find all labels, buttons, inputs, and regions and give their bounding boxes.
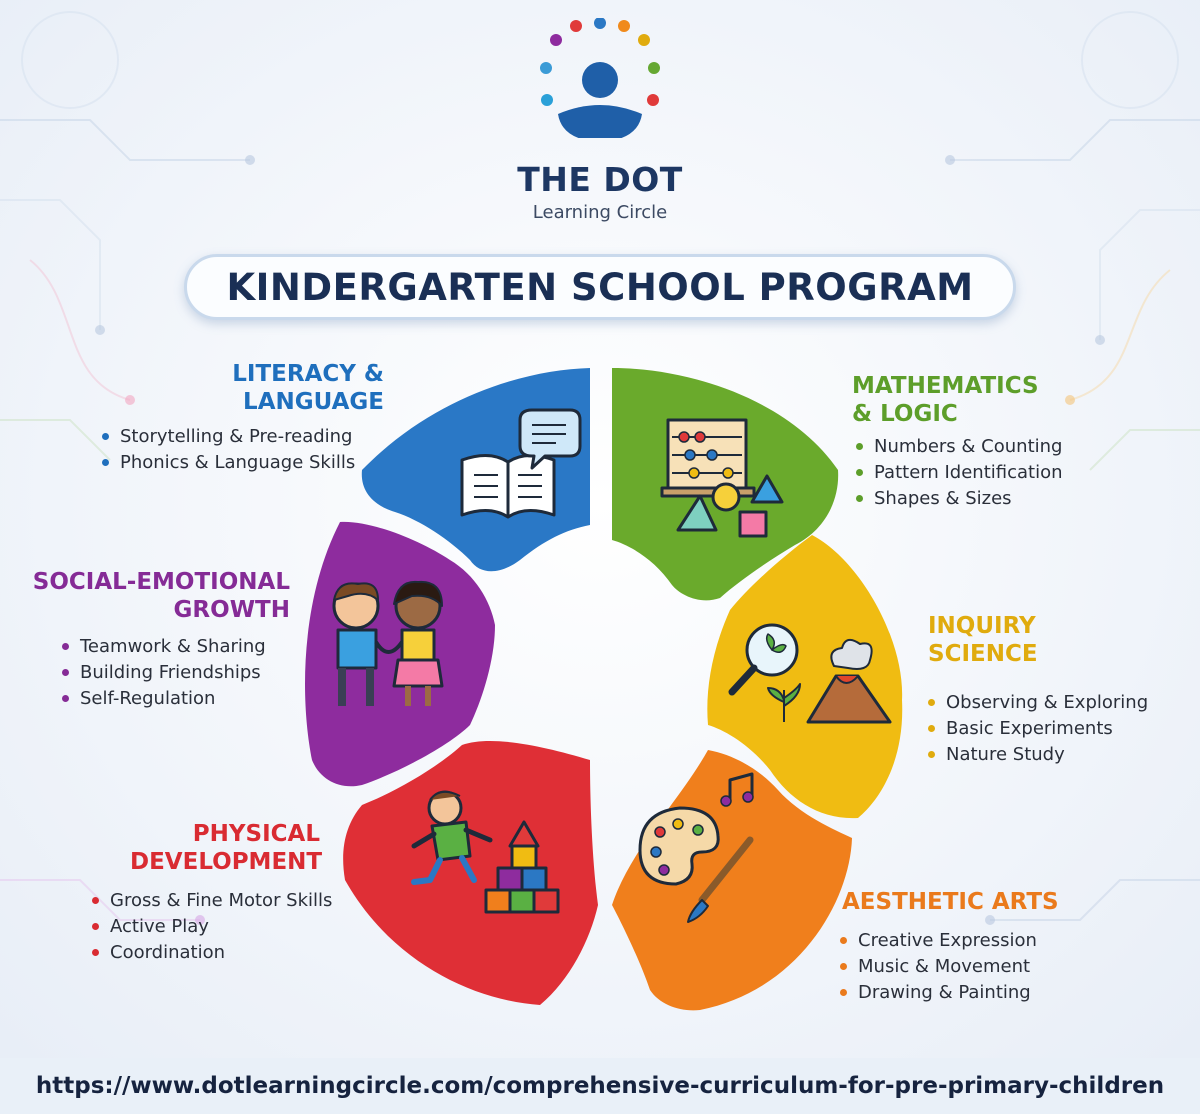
list-item-label: Drawing & Painting (858, 982, 1031, 1003)
bullet-icon (856, 443, 863, 450)
list-item (60, 660, 266, 686)
bullet-icon (62, 669, 69, 676)
list-item (926, 690, 1148, 716)
list-item-label: Nature Study (946, 744, 1065, 765)
list-item-label: Storytelling & Pre-reading (120, 426, 353, 447)
bullet-icon (92, 897, 99, 904)
section-title-line: SCIENCE (928, 641, 1038, 667)
section-title-line: MATHEMATICS (852, 373, 1039, 399)
section-title-line: LITERACY & (232, 361, 384, 387)
list-item-label: Numbers & Counting (874, 436, 1063, 457)
section-list-social (60, 634, 266, 712)
bullet-icon (928, 751, 935, 758)
list-item (838, 954, 1037, 980)
bullet-icon (92, 949, 99, 956)
list-item-label: Observing & Exploring (946, 692, 1149, 713)
section-list-science (926, 690, 1148, 768)
section-title-social (28, 568, 290, 624)
section-list-math (854, 434, 1063, 512)
list-item (926, 716, 1148, 742)
list-item-label: Pattern Identification (874, 462, 1063, 483)
section-title-arts (842, 888, 1102, 916)
list-item-label: Coordination (110, 942, 226, 963)
section-title-line: & LOGIC (852, 401, 958, 427)
list-item (90, 888, 332, 914)
bullet-icon (840, 937, 847, 944)
brand-name: THE DOT (517, 160, 683, 199)
list-item-label: Phonics & Language Skills (120, 452, 356, 473)
brand-tagline: Learning Circle (532, 202, 668, 223)
list-item (100, 424, 355, 450)
list-item (838, 928, 1037, 954)
list-item-label: Building Friendships (80, 662, 261, 683)
bullet-icon (856, 495, 863, 502)
bullet-icon (102, 459, 109, 466)
section-title-line: GROWTH (173, 597, 290, 623)
bullet-icon (62, 643, 69, 650)
list-item (90, 914, 332, 940)
section-title-literacy (180, 360, 384, 416)
section-title-line: INQUIRY (928, 613, 1036, 639)
list-item (926, 742, 1148, 768)
bullet-icon (928, 725, 935, 732)
bullet-icon (840, 963, 847, 970)
bullet-icon (102, 433, 109, 440)
list-item (90, 940, 332, 966)
program-title: KINDERGARTEN SCHOOL PROGRAM (184, 254, 1016, 320)
section-title-physical (130, 820, 323, 876)
list-item (100, 450, 355, 476)
list-item-label: Teamwork & Sharing (80, 636, 266, 657)
section-title-line: LANGUAGE (243, 389, 384, 415)
list-item (838, 980, 1037, 1006)
section-list-literacy (100, 424, 355, 476)
section-title-line: AESTHETIC ARTS (842, 889, 1059, 915)
section-title-line: SOCIAL-EMOTIONAL (32, 569, 290, 595)
bullet-icon (92, 923, 99, 930)
section-title-math (852, 372, 1092, 428)
bullet-icon (928, 699, 935, 706)
section-title-line: PHYSICAL (192, 821, 320, 847)
list-item-label: Music & Movement (858, 956, 1031, 977)
bullet-icon (62, 695, 69, 702)
list-item-label: Self-Regulation (80, 688, 216, 709)
list-item-label: Active Play (110, 916, 209, 937)
list-item-label: Gross & Fine Motor Skills (110, 890, 333, 911)
list-item (60, 634, 266, 660)
bullet-icon (856, 469, 863, 476)
list-item (854, 434, 1063, 460)
list-item-label: Creative Expression (858, 930, 1037, 951)
list-item-label: Shapes & Sizes (874, 488, 1012, 509)
list-item (60, 686, 266, 712)
list-item (854, 486, 1063, 512)
section-list-physical (90, 888, 332, 966)
section-title-line: DEVELOPMENT (130, 849, 323, 875)
list-item (854, 460, 1063, 486)
section-title-science (928, 612, 1128, 668)
bullet-icon (840, 989, 847, 996)
section-list-arts (838, 928, 1037, 1006)
footer-url[interactable]: https://www.dotlearningcircle.com/comprehensive-curriculum-for-pre-primary-children (0, 1058, 1200, 1114)
list-item-label: Basic Experiments (946, 718, 1113, 739)
